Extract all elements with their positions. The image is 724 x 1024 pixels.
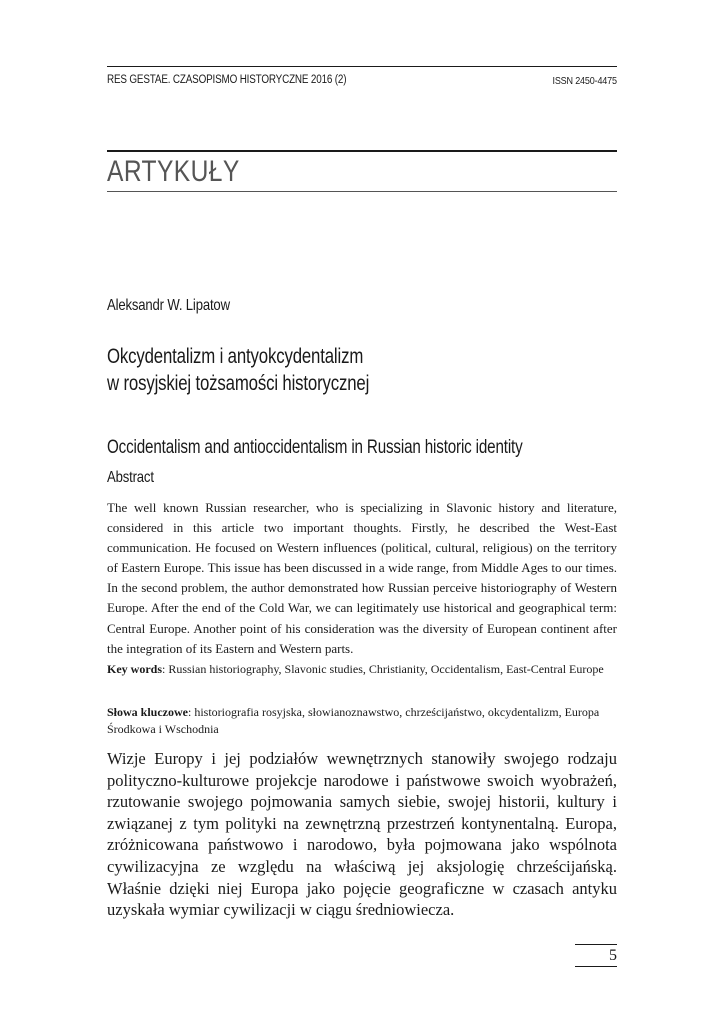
- abstract-text: The well known Russian researcher, who is specializing in Slavonic history and literature, considered in this article two important thoughts. Firstly, he described the West-East communication. He focused on Western influences (political, cultural, religious) on the territory of Eastern Europe. This issue has been discussed in a wide range, from Middle Ages to our times. In the second problem, the author demonstrated how Russian perceive historiography of Western Europe. After the end of the Cold War, we can legitimately use historical and geographical term: Central Europe. Another point of his consideration was the diversity of European continent after the integration of its Eastern and Western parts.: [107, 500, 617, 656]
- page-number-rule: [575, 944, 617, 945]
- header-rule: [107, 66, 617, 67]
- section-rule-bottom: [107, 191, 617, 192]
- issn: ISSN 2450-4475: [552, 75, 617, 87]
- article-title-pl-line2: w rosyjskiej tożsamości historycznej: [107, 372, 370, 395]
- section-rule-top: [107, 150, 617, 152]
- keywords-pl-label: Słowa kluczowe: [107, 705, 188, 719]
- keywords-label: Key words: [107, 662, 162, 676]
- keywords-pl: [107, 704, 617, 737]
- page-number: 5: [609, 947, 617, 964]
- article-title-pl-line1: Okcydentalizm i antyokcydentalizm: [107, 345, 364, 368]
- section-title: ARTYKUŁY: [107, 155, 240, 188]
- page-number-rule-bottom: [575, 966, 617, 967]
- abstract-heading: Abstract: [107, 469, 154, 486]
- keywords: [107, 661, 617, 678]
- keywords-list: : Russian historiography, Slavonic studies, Christianity, Occidentalism, East-Central Europe: [162, 662, 604, 676]
- article-title-en: Occidentalism and antioccidentalism in Russian historic identity: [107, 437, 523, 458]
- journal-title: RES GESTAE. CZASOPISMO HISTORYCZNE 2016 (2): [107, 74, 347, 86]
- author-name: Aleksandr W. Lipatow: [107, 297, 230, 314]
- body-paragraph: Wizje Europy i jej podziałów wewnętrznych stanowiły swojego rodzaju polityczno-kulturowe projekcje narodowe i państwowe swoich wyobrażeń, rzutowanie swojego pojmowania samych siebie, swojej historii, kultury i związanej z tym polityki na zewnętrzną przestrzeń kontynentalną. Europa, zróżnicowana państwowo i narodowo, była pojmowana jako wspólnota cywilizacyjna ze względu na właściwą jej aksjologię chrześcijańską. Właśnie dzięki niej Europa jako pojęcie geograficzne w czasach antyku uzyskała wymiar cywilizacji w ciągu średniowiecza.: [107, 749, 617, 920]
- keywords-pl-list: : historiografia rosyjska, słowianoznawstwo, chrześcijaństwo, okcydentalizm, Europa Środkowa i Wschodnia: [107, 705, 600, 736]
- article-title-pl: [107, 343, 369, 397]
